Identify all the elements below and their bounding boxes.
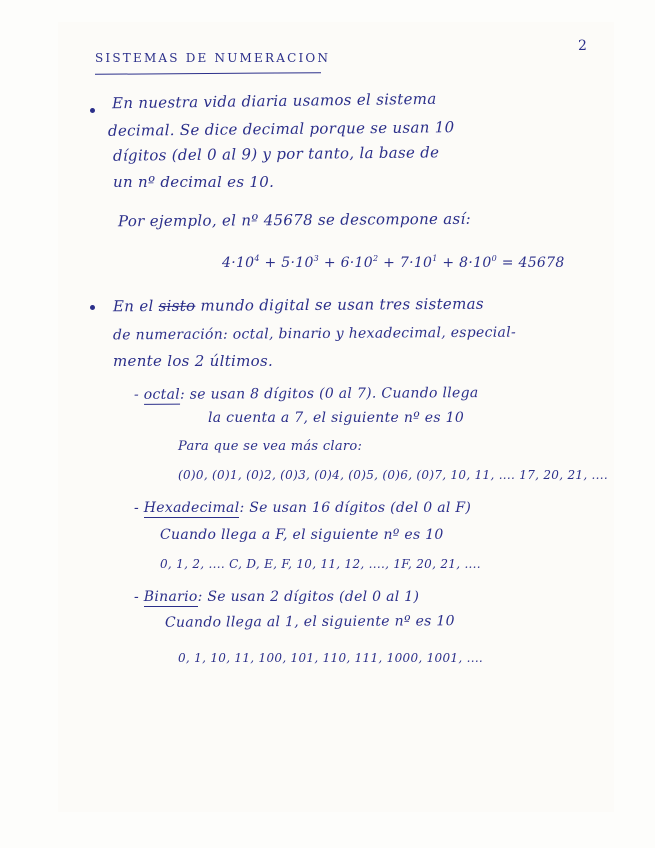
- p2-line-1-start: En el: [112, 297, 154, 316]
- dash: -: [134, 589, 144, 605]
- octal-line-2: la cuenta a 7, el siguiente nº es 10: [208, 410, 465, 426]
- hexadecimal-sequence: 0, 1, 2, .... C, D, E, F, 10, 11, 12, ...., 1F, 20, 21, ....: [160, 557, 481, 571]
- p1-line-4: un nº decimal es 10.: [113, 173, 275, 191]
- expr-exponent: 4: [254, 254, 260, 263]
- hexadecimal-description: : Se usan 16 dígitos (del 0 al F): [239, 500, 472, 516]
- p2-line-1-end: mundo digital se usan tres sistemas: [200, 294, 484, 315]
- bullet-dot: [90, 108, 95, 113]
- example-expression: [222, 254, 565, 271]
- binary-line-1: [134, 589, 419, 605]
- binary-sequence: 0, 1, 10, 11, 100, 101, 110, 111, 1000, 1001, ....: [178, 651, 484, 665]
- page-title: SISTEMAS DE NUMERACION: [95, 51, 331, 65]
- octal-description: : se usan 8 dígitos (0 al 7). Cuando llega: [179, 385, 479, 403]
- octal-sequence: (0)0, (0)1, (0)2, (0)3, (0)4, (0)5, (0)6, (0)7, 10, 11, .... 17, 20, 21, ....: [178, 468, 609, 482]
- hexadecimal-heading: Hexadecimal: [143, 500, 240, 516]
- expr-term: + 5·10: [259, 255, 314, 271]
- octal-line-1: [134, 385, 479, 403]
- struck-word: sisto: [158, 296, 196, 315]
- expr-term: + 8·10: [437, 255, 492, 271]
- expr-term: 4·10: [222, 255, 255, 271]
- octal-heading: octal: [143, 386, 181, 403]
- p1-line-2: decimal. Se dice decimal porque se usan 10: [107, 118, 455, 140]
- hexa-line-2: Cuando llega a F, el siguiente nº es 10: [160, 527, 444, 543]
- bullet-dot: [90, 305, 95, 310]
- expr-exponent: 2: [372, 254, 379, 263]
- expr-term: + 7·10: [378, 255, 433, 271]
- p1-line-1: En nuestra vida diaria usamos el sistema: [111, 89, 437, 113]
- p1-line-3: dígitos (del 0 al 9) y por tanto, la base de: [112, 143, 440, 165]
- p2-line-2: de numeración: octal, binario y hexadecimal, especial-: [112, 324, 517, 344]
- page-number: 2: [578, 38, 588, 54]
- octal-line-3: Para que se vea más claro:: [178, 439, 363, 454]
- expr-result: = 45678: [496, 255, 565, 271]
- expr-term: + 6·10: [319, 255, 373, 271]
- p2-line-1: [113, 295, 484, 316]
- example-intro: Por ejemplo, el nº 45678 se descompone así:: [117, 209, 472, 231]
- binary-line-2: Cuando llega al 1, el siguiente nº es 10: [164, 613, 455, 631]
- expr-exponent: 0: [491, 254, 497, 263]
- hexa-line-1: [134, 500, 471, 516]
- dash: -: [134, 500, 144, 516]
- binary-heading: Binario: [143, 589, 198, 605]
- p2-line-3: mente los 2 últimos.: [113, 352, 274, 370]
- dash: -: [133, 386, 144, 403]
- expr-exponent: 3: [313, 254, 320, 263]
- binary-description: : Se usan 2 dígitos (del 0 al 1): [197, 589, 420, 605]
- expr-exponent: 1: [432, 254, 438, 263]
